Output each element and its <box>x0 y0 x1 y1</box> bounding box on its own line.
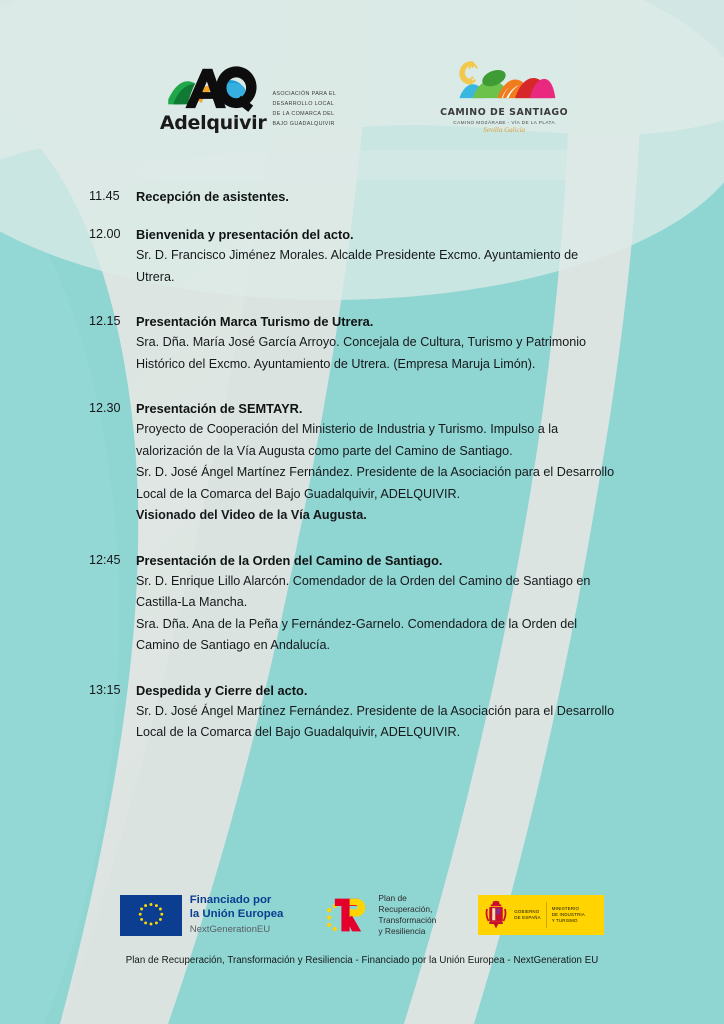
prtr-text <box>378 893 436 936</box>
prtr-line-2: Recuperación, <box>378 904 433 915</box>
program-item-time: 12.00 <box>89 227 121 241</box>
adelquivir-wordmark: Adelquivir <box>159 112 267 134</box>
program-item <box>89 550 665 657</box>
prtr-line-3: Transformación <box>378 915 437 925</box>
gobierno-text <box>514 909 540 921</box>
program-item <box>89 224 665 288</box>
program-detail-line: Castilla-La Mancha. <box>136 595 248 609</box>
ministerio-line-2: DE INDUSTRIA <box>551 912 585 917</box>
camino-mountains-icon <box>448 58 560 106</box>
prtr-line-4: y Resiliencia <box>378 925 426 936</box>
program-detail-line: Utrera. <box>136 269 175 284</box>
program-detail-line: Sra. Dña. María José García Arroyo. Concejala de Cultura, Turismo y Patrimonio <box>136 335 587 349</box>
eu-line-3: NextGenerationEU <box>189 924 271 936</box>
program-detail-line: Visionado del Video de la Vía Augusta. <box>136 508 367 522</box>
eu-funding-text <box>190 894 284 936</box>
program-item-time: 13:15 <box>89 682 121 697</box>
program-item-title: Recepción de asistentes. <box>136 189 289 204</box>
program-item-time: 12:45 <box>89 552 121 567</box>
program-item-time: 12.30 <box>89 401 121 415</box>
adelquivir-mark-block <box>160 59 267 133</box>
program-item <box>89 680 665 744</box>
program-item-title: Bienvenida y presentación del acto. <box>136 227 354 242</box>
ministerio-text <box>552 906 585 924</box>
program-item-details <box>134 332 665 375</box>
program-list <box>89 186 665 744</box>
gobierno-de-espana-badge <box>478 895 604 935</box>
program-item-details <box>134 419 665 527</box>
eu-line-1: Financiado por <box>189 893 272 906</box>
program-item-header <box>89 398 665 419</box>
adelquivir-subtitle-line-3: DE LA COMARCA DEL <box>272 111 335 117</box>
program-item-details <box>134 571 665 657</box>
camino-script-text: Sevilla Galicia <box>483 125 526 134</box>
program-item <box>89 398 665 527</box>
footer-note: Plan de Recuperación, Transformación y Resiliencia - Financiado por la Unión Europea - NextGeneration EU <box>125 955 599 966</box>
adelquivir-logo <box>160 59 336 133</box>
ministerio-line-3: Y TURISMO <box>551 918 578 923</box>
adelquivir-subtitle-line-2: DESARROLLO LOCAL <box>272 101 335 107</box>
adelquivir-subtitle-line-4: BAJO GUADALQUIVIR <box>272 121 335 127</box>
gobierno-line-2: DE ESPAÑA <box>514 915 541 920</box>
program-item-header <box>89 680 665 701</box>
prtr-badge <box>325 893 436 937</box>
program-detail-line: Sr. D. José Ángel Martínez Fernández. Presidente de la Asociación para el Desarrollo <box>136 703 615 718</box>
program-detail-line: Sr. D. Enrique Lillo Alarcón. Comendador de la Orden del Camino de Santiago en <box>136 573 591 588</box>
gobierno-divider <box>546 902 547 928</box>
program-detail-line: Local de la Comarca del Bajo Guadalquivir, ADELQUIVIR. <box>136 486 461 501</box>
header-logos <box>0 48 724 144</box>
adelquivir-subtitle-line-1: ASOCIACIÓN PARA EL <box>272 91 337 97</box>
program-item-title: Presentación de SEMTAYR. <box>136 401 303 416</box>
funding-badges <box>120 893 605 937</box>
camino-title: CAMINO DE SANTIAGO <box>440 107 569 119</box>
program-item-header <box>89 186 665 207</box>
eu-funding-badge <box>120 894 284 936</box>
program-item-title: Presentación de la Orden del Camino de Santiago. <box>136 552 443 568</box>
footer <box>0 893 724 966</box>
program-item-details <box>134 701 665 744</box>
program-item <box>89 311 665 375</box>
program-item-header <box>89 224 665 245</box>
prtr-line-1: Plan de <box>378 893 407 904</box>
adelquivir-subtitle <box>272 89 336 129</box>
program-item-title: Despedida y Cierre del acto. <box>136 682 308 698</box>
gobierno-line-1: GOBIERNO <box>514 909 540 914</box>
aq-monogram-icon <box>167 59 259 113</box>
eu-line-2: la Unión Europea <box>189 907 284 920</box>
program-item-details <box>134 245 665 288</box>
eu-flag-icon <box>120 895 182 936</box>
program-item-time: 11.45 <box>89 189 120 203</box>
prtr-logo-icon <box>325 893 371 937</box>
program-item <box>89 186 665 207</box>
program-item-header <box>89 550 665 571</box>
program-detail-line: Histórico del Excmo. Ayuntamiento de Utrera. (Empresa Maruja Limón). <box>136 356 536 371</box>
program-detail-line: Sra. Dña. Ana de la Peña y Fernández-Garnelo. Comendadora de la Orden del <box>136 616 578 631</box>
program-detail-line: valorización de la Vía Augusta como parte del Camino de Santiago. <box>136 443 513 458</box>
program-item-header <box>89 311 665 332</box>
program-item-title: Presentación Marca Turismo de Utrera. <box>136 314 374 329</box>
spain-coat-of-arms-icon <box>483 900 509 930</box>
program-detail-line: Sr. D. Francisco Jiménez Morales. Alcalde Presidente Excmo. Ayuntamiento de <box>136 248 579 262</box>
camino-subtitle: CAMINO MOZÁRABE - VÍA DE LA PLATA <box>453 119 556 125</box>
ministerio-line-1: MINISTERIO <box>551 906 580 911</box>
program-item-time: 12.15 <box>89 314 121 328</box>
program-detail-line: Sr. D. José Ángel Martínez Fernández. Presidente de la Asociación para el Desarrollo <box>136 465 615 479</box>
program-detail-line: Proyecto de Cooperación del Ministerio de Industria y Turismo. Impulso a la <box>136 422 559 436</box>
program-detail-line: Camino de Santiago en Andalucía. <box>136 638 330 652</box>
program-detail-line: Local de la Comarca del Bajo Guadalquivir, ADELQUIVIR. <box>136 725 461 739</box>
camino-de-santiago-logo <box>440 58 569 134</box>
